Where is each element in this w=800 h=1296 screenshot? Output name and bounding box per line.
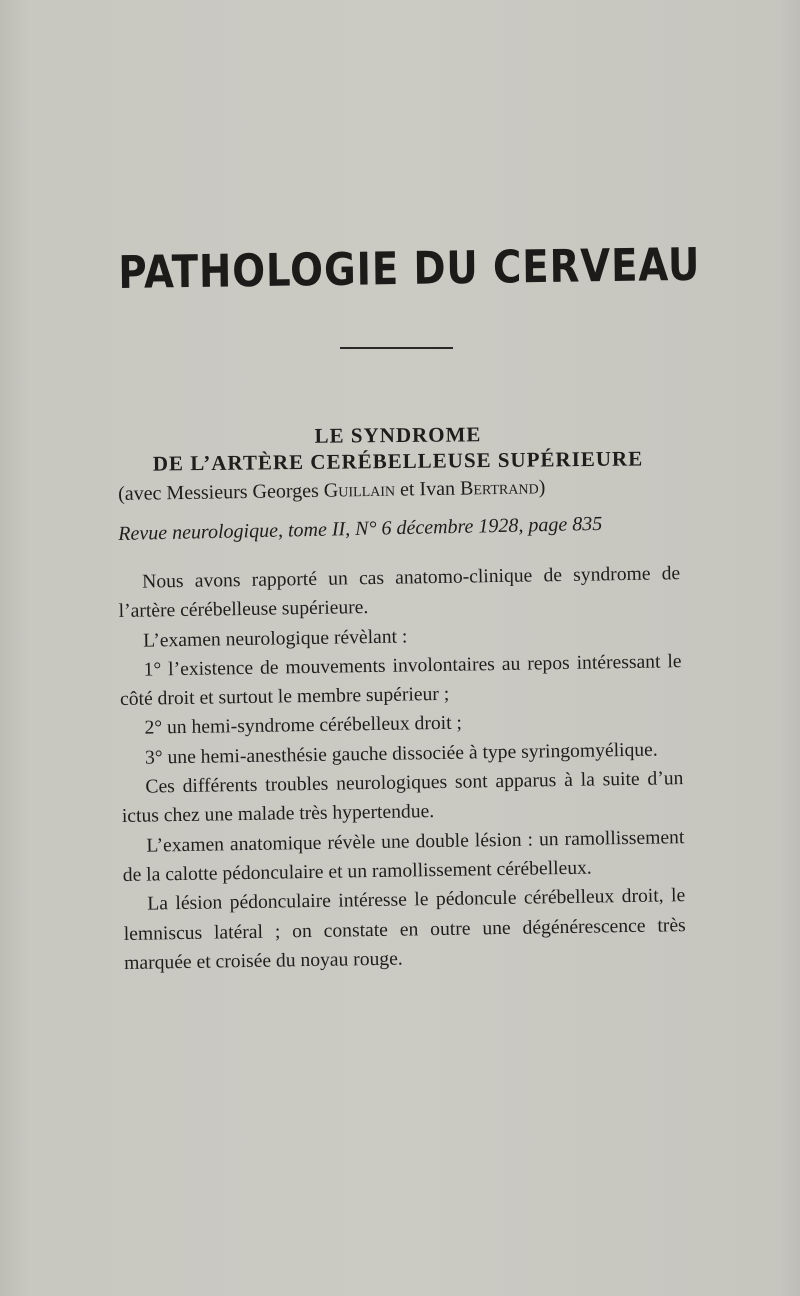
paragraph: L’examen anatomique révèle une double lésion : un ramollissement de la calotte pédonculaire et un ramollissement cérébelleux. [122, 826, 685, 886]
paragraph: La lésion pédonculaire intéresse le pédoncule cérébelleux droit, le lemniscus latéral ; on constate en outre une dégénérescence très marquée et croisée du noyau rouge. [123, 885, 686, 974]
authors-prefix: (avec Messieurs Georges [118, 479, 325, 505]
authors-line [118, 474, 678, 506]
paragraph: 2° un hemi-syndrome cérébelleux droit ; [144, 713, 463, 740]
section-title-line-1: LE SYNDROME [314, 422, 482, 448]
title-divider [340, 347, 453, 349]
author-guillain: Guillain [323, 478, 396, 502]
authors-suffix: ) [538, 476, 546, 499]
author-bertrand: Bertrand [459, 476, 539, 500]
citation-reference: Revue neurologique, tome II, N° 6 décembre 1928, page 835 [118, 512, 603, 545]
authors-middle: et Ivan [394, 477, 461, 501]
page-title: PATHOLOGIE DU CERVEAU [118, 237, 701, 299]
paragraph: L’examen neurologique révèlant : [142, 626, 408, 652]
section-title-line-2: DE L’ARTÈRE CERÉBELLEUSE SUPÉRIEURE [152, 446, 644, 476]
body-text [118, 559, 686, 978]
paragraph: Nous avons rapporté un cas anatomo-clinique de syndrome de l’artère cérébelleuse supérieure. [118, 563, 681, 623]
paragraph: Ces différents troubles neurologiques sont apparus à la suite d’un ictus chez une malade très hypertendue. [121, 768, 684, 828]
paragraph: 1° l’existence de mouvements involontaires au repos intéressant le côté droit et surtout le membre supérieur ; [119, 651, 682, 711]
paragraph: 3° une hemi-anesthésie gauche dissociée à type syringomyélique. [144, 739, 658, 769]
